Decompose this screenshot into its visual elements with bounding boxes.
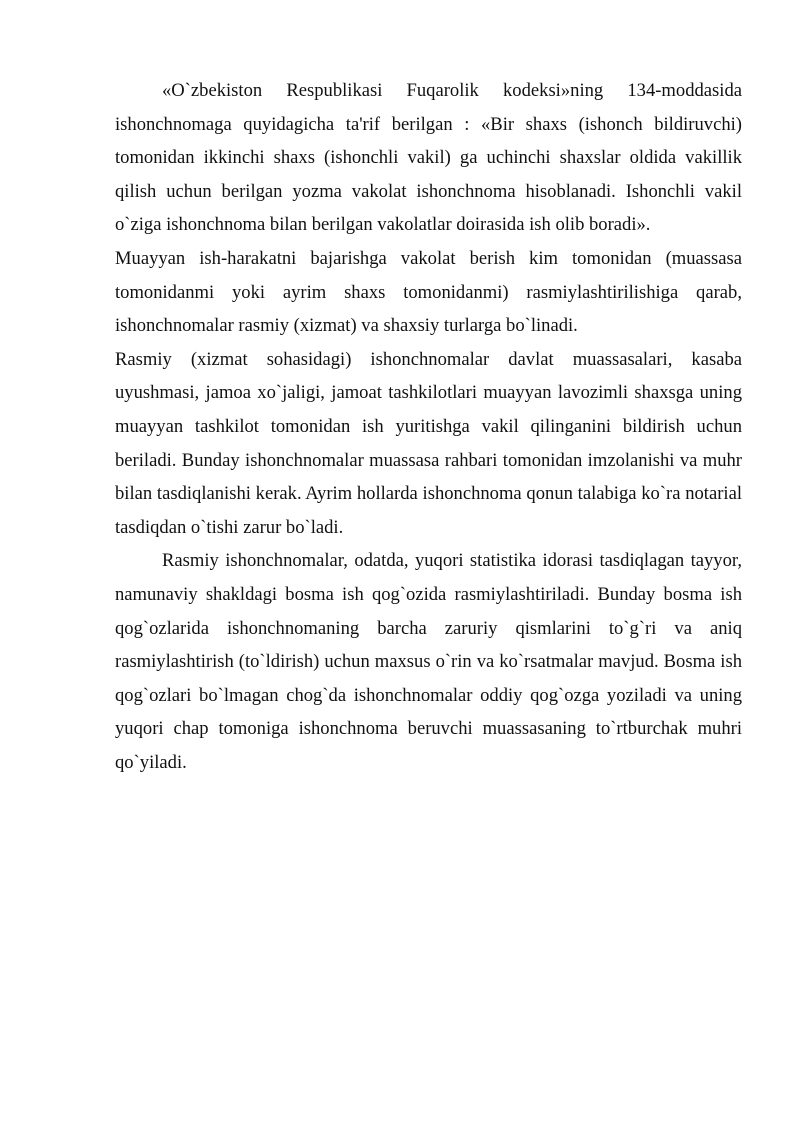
paragraph-official-power-of-attorney: Rasmiy (xizmat sohasidagi) ishonchnomalar davlat muassasalari, kasaba uyushmasi, jamoa xo`jaligi, jamoat tashkilotlari muayyan lavozimli shaxsga uning muayyan tashkilot tomonidan ish yuritishga vakil qilinganini bildirish uchun beriladi. Bunday ishonchnomalar muassasa rahbari tomonidan imzolanishi va muhr bilan tasdiqlanishi kerak. Ayrim hollarda ishonchnoma qonun talabiga ko`ra notarial tasdiqdan o`tishi zarur bo`ladi.: [115, 348, 742, 538]
document-page: [115, 74, 742, 779]
paragraph-printed-forms: Rasmiy ishonchnomalar, odatda, yuqori statistika idorasi tasdiqlagan tayyor, namunaviy shakldagi bosma ish qog`ozida rasmiylashtiriladi. Bunday bosma ish qog`ozlarida ishonchnomaning barcha zaruriy qismlarini to`g`ri va aniq rasmiylashtirish (to`ldirish) uchun maxsus o`rin va ko`rsatmalar mavjud. Bosma ish qog`ozlari bo`lmagan chog`da ishonchnomalar oddiy qog`ozga yoziladi va uning yuqori chap tomoniga ishonchnoma beruvchi muassasaning to`rtburchak muhri qo`yiladi.: [115, 550, 742, 773]
paragraph-civil-code-definition: «O`zbekiston Respublikasi Fuqarolik kodeksi»ning 134-moddasida ishonchnomaga quyidagicha ta'rif berilgan : «Bir shaxs (ishonch bildiruvchi) tomonidan ikkinchi shaxs (ishonchli vakil) ga uchinchi shaxslar oldida vakillik qilish uchun berilgan yozma vakolat ishonchnoma hisoblanadi. Ishonchli vakil o`ziga ishonchnoma bilan berilgan vakolatlar doirasida ish olib boradi».: [115, 80, 742, 236]
paragraph-types-of-power-of-attorney: Muayyan ish-harakatni bajarishga vakolat berish kim tomonidan (muassasa tomonidanmi yoki ayrim shaxs tomonidanmi) rasmiylashtirilishiga qarab, ishonchnomalar rasmiy (xizmat) va shaxsiy turlarga bo`linadi.: [115, 247, 742, 337]
